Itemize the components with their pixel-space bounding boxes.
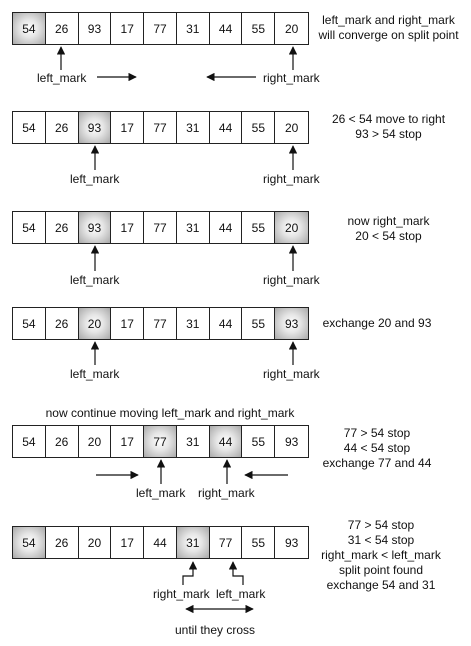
array-cell: 93 — [275, 426, 308, 457]
step-6-note — [316, 518, 446, 593]
note-line: exchange 54 and 31 — [326, 578, 436, 592]
array-cell: 44 — [210, 212, 243, 243]
array-cell: 55 — [242, 527, 275, 558]
array-cell: 20 — [79, 308, 112, 339]
array-cell: 31 — [177, 308, 210, 339]
note-line: exchange 77 and 44 — [322, 456, 432, 470]
array-cell: 77 — [144, 212, 177, 243]
note-line: left_mark and right_mark — [322, 13, 455, 27]
right-mark-label: right_mark — [263, 367, 320, 381]
array-cell: 44 — [210, 308, 243, 339]
array-row-step-1 — [12, 12, 309, 45]
array-cell: 31 — [177, 426, 210, 457]
array-cell: 54 — [13, 13, 46, 44]
step-2-note — [316, 112, 461, 142]
left-mark-label: left_mark — [70, 367, 120, 381]
left-mark-label: left_mark — [70, 273, 120, 287]
note-line: 31 < 54 stop — [347, 533, 415, 547]
note-line: now right_mark — [347, 214, 430, 228]
array-cell: 20 — [275, 212, 308, 243]
array-cell: 31 — [177, 13, 210, 44]
array-cell: 17 — [111, 426, 144, 457]
array-cell: 77 — [210, 527, 243, 558]
note-line: split point found — [338, 563, 424, 577]
array-cell: 26 — [46, 308, 79, 339]
array-cell: 44 — [144, 527, 177, 558]
array-cell: 20 — [79, 527, 112, 558]
array-cell: 54 — [13, 112, 46, 143]
array-cell: 55 — [242, 212, 275, 243]
right-mark-label: right_mark — [153, 587, 210, 601]
array-cell: 44 — [210, 112, 243, 143]
array-cell: 17 — [111, 308, 144, 339]
array-row-step-6 — [12, 526, 309, 559]
array-cell: 55 — [242, 13, 275, 44]
array-cell: 77 — [144, 112, 177, 143]
right-mark-label: right_mark — [198, 486, 255, 500]
array-cell: 54 — [13, 308, 46, 339]
array-cell: 20 — [275, 13, 308, 44]
note-line: now continue moving left_mark and right_mark — [45, 406, 295, 420]
array-cell: 20 — [79, 426, 112, 457]
note-line: 93 > 54 stop — [355, 127, 422, 141]
array-cell: 93 — [275, 527, 308, 558]
right-mark-label: right_mark — [263, 71, 320, 85]
array-cell: 54 — [13, 527, 46, 558]
array-cell: 54 — [13, 212, 46, 243]
array-cell: 26 — [46, 212, 79, 243]
array-cell: 44 — [210, 426, 243, 457]
left-mark-label: left_mark — [70, 172, 120, 186]
note-line: 26 < 54 move to right — [331, 112, 446, 126]
array-cell: 17 — [111, 212, 144, 243]
left-mark-label: left_mark — [216, 587, 266, 601]
array-cell: 93 — [79, 112, 112, 143]
note-line: 44 < 54 stop — [343, 441, 411, 455]
up-arrow — [183, 562, 193, 585]
step-1-note — [316, 13, 461, 43]
step-3-note — [316, 214, 461, 244]
step-5-note — [316, 426, 438, 471]
note-line: 77 > 54 stop — [343, 426, 411, 440]
array-cell: 17 — [111, 112, 144, 143]
array-cell: 26 — [46, 112, 79, 143]
array-cell: 93 — [79, 212, 112, 243]
step-5-heading — [44, 406, 296, 421]
array-cell: 55 — [242, 426, 275, 457]
array-cell: 26 — [46, 527, 79, 558]
array-cell: 77 — [144, 308, 177, 339]
array-cell: 93 — [275, 308, 308, 339]
array-cell: 54 — [13, 426, 46, 457]
array-row-step-4 — [12, 307, 309, 340]
array-cell: 77 — [144, 13, 177, 44]
right-mark-label: right_mark — [263, 273, 320, 287]
note-line: exchange 20 and 93 — [322, 316, 432, 330]
until-they-cross-caption: until they cross — [175, 623, 256, 637]
array-cell: 17 — [111, 13, 144, 44]
array-cell: 31 — [177, 112, 210, 143]
left-mark-label: left_mark — [136, 486, 186, 500]
note-line: 20 < 54 stop — [355, 229, 422, 243]
array-cell: 77 — [144, 426, 177, 457]
left-mark-label: left_mark — [37, 71, 87, 85]
right-mark-label: right_mark — [263, 172, 320, 186]
array-cell: 17 — [111, 527, 144, 558]
array-cell: 26 — [46, 13, 79, 44]
array-cell: 31 — [177, 212, 210, 243]
array-cell: 26 — [46, 426, 79, 457]
array-cell: 55 — [242, 112, 275, 143]
array-cell: 20 — [275, 112, 308, 143]
array-cell: 31 — [177, 527, 210, 558]
array-row-step-5 — [12, 425, 309, 458]
array-cell: 44 — [210, 13, 243, 44]
array-cell: 93 — [79, 13, 112, 44]
array-row-step-3 — [12, 211, 309, 244]
note-line: 77 > 54 stop — [347, 518, 415, 532]
array-row-step-2 — [12, 111, 309, 144]
note-line: right_mark < left_mark — [321, 548, 441, 562]
array-cell: 55 — [242, 308, 275, 339]
note-line: will converge on split point — [318, 28, 459, 42]
up-arrow — [233, 562, 243, 585]
step-4-note — [316, 316, 438, 331]
